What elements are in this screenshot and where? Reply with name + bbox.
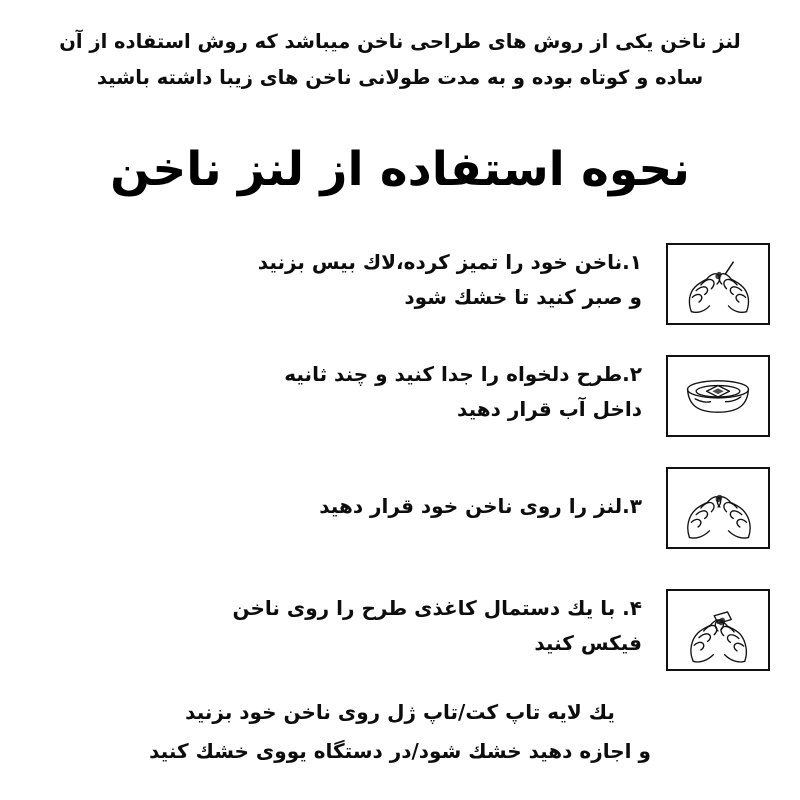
hands-placing-lens-icon — [688, 494, 750, 539]
list-item — [30, 355, 770, 437]
step-3-line-1: ۳.لنز را روی ناخن خود قرار دهید — [319, 494, 642, 519]
list-item — [30, 243, 770, 325]
step-1-illustration — [666, 243, 770, 325]
list-item — [30, 467, 770, 549]
step-2-line-1: ۲.طرح دلخواه را جدا كنید و چند ثانیه — [284, 362, 642, 387]
list-item — [30, 589, 770, 671]
step-4-line-1: ۴. با یك دستمال كاغذی طرح را روی ناخن — [232, 596, 642, 621]
intro-line-2: ساده و کوتاه بوده و به مدت طولانی ناخن های زیبا داشته باشید — [96, 66, 704, 90]
closing-line-1: یك لایه تاپ كت/تاپ ژل روی ناخن خود بزنید — [185, 700, 615, 725]
step-4-line-2: فیكس كنید — [534, 631, 642, 656]
bowl-of-water-icon — [688, 381, 749, 412]
step-3-text — [30, 467, 648, 524]
step-1-line-1: ۱.ناخن خود را تمیز کرده،لاك بیس بزنید — [257, 250, 642, 275]
hands-pressing-tissue-icon — [691, 612, 746, 662]
step-4-text — [30, 589, 648, 661]
step-1-text — [30, 243, 648, 315]
closing-paragraph — [30, 693, 770, 771]
steps-list — [30, 243, 770, 671]
page-title: نحوه استفاده از لنز ناخن — [110, 142, 690, 198]
intro-line-1: لنز ناخن یکی از روش های طراحی ناخن میباشد که روش استفاده از آن — [59, 30, 741, 53]
step-2-line-2: داخل آب قرار دهید — [457, 397, 642, 422]
step-1-line-2: و صبر كنید تا خشك شود — [404, 285, 642, 310]
step-4-illustration — [666, 589, 770, 671]
closing-line-2: و اجازه دهید خشك شود/در دستگاه یووی خشك كنید — [149, 739, 651, 764]
hand-applying-polish-icon — [689, 262, 748, 312]
step-3-illustration — [666, 467, 770, 549]
intro-paragraph — [30, 24, 770, 96]
step-2-illustration — [666, 355, 770, 437]
step-2-text — [30, 355, 648, 427]
